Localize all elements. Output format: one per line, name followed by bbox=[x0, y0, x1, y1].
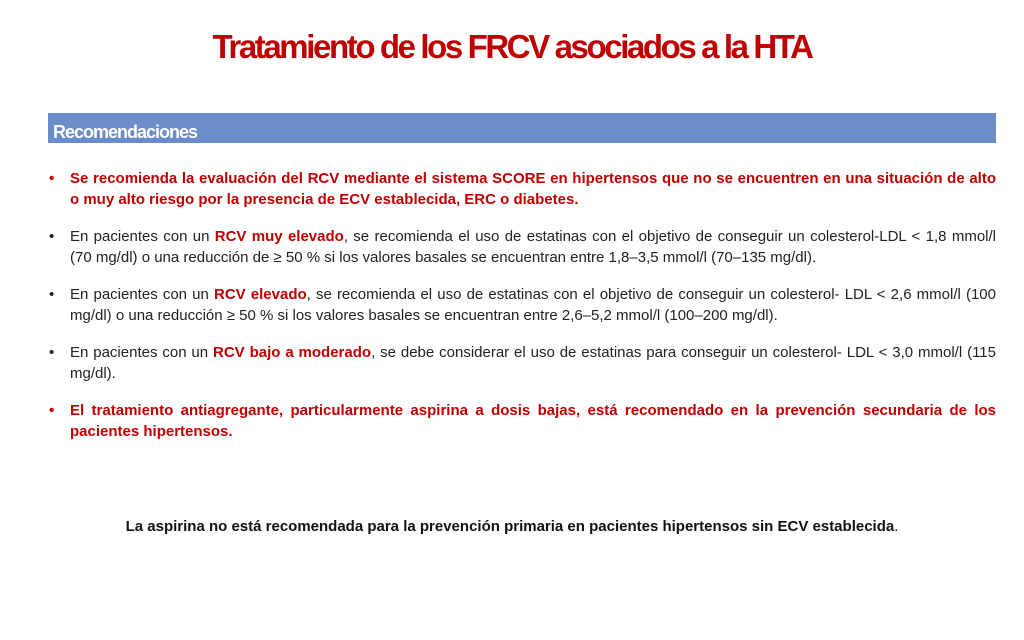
section-header-label: Recomendaciones bbox=[53, 122, 198, 142]
bullet-antiagregante bbox=[48, 401, 996, 442]
bullet-text-pre: En pacientes con un bbox=[70, 228, 215, 245]
bullet-highlight: RCV bajo a moderado bbox=[213, 344, 372, 361]
slide-title: Tratamiento de los FRCV asociados a la HTA bbox=[212, 28, 812, 65]
bullet-rcv-bajo-moderado bbox=[48, 343, 996, 384]
recommendations-list bbox=[48, 169, 996, 459]
aspirin-note-period: . bbox=[894, 518, 899, 535]
bullet-text-pre: En pacientes con un bbox=[70, 344, 214, 361]
bullet-rcv-elevado bbox=[48, 285, 996, 326]
bullet-text: El tratamiento antiagregante, particularmente aspirina a dosis bajas, está recomendado en la prevención secundaria de los pacientes hipertensos. bbox=[70, 402, 996, 440]
bullet-rcv-muy-elevado bbox=[48, 227, 996, 268]
aspirin-note-text: La aspirina no está recomendada para la prevención primaria en pacientes hipertensos sin ECV establecida bbox=[125, 518, 895, 535]
bullet-text-post: , se recomienda el uso de estatinas con el objetivo de conseguir un colesterol-LDL < 1,8 mmol/l (70 mg/dl) o una reducción de ≥ 50 % si los valores basales se encuentran entre 1,8–3,5 mmol/l (70–135 mg/dl). bbox=[70, 228, 996, 266]
bullet-text-post: , se debe considerar el uso de estatinas para conseguir un colesterol- LDL < 3,0 mmol/l (115 mg/dl). bbox=[70, 344, 996, 382]
bullet-score-evaluation bbox=[48, 169, 996, 210]
bullet-highlight: RCV muy elevado bbox=[214, 228, 344, 245]
aspirin-note bbox=[0, 518, 1024, 535]
bullet-text: Se recomienda la evaluación del RCV mediante el sistema SCORE en hipertensos que no se encuentren en una situación de alto o muy alto riesgo por la presencia de ECV establecida, ERC o diabetes. bbox=[70, 170, 996, 208]
bullet-text-post: , se recomienda el uso de estatinas con el objetivo de conseguir un colesterol- LDL < 2,6 mmol/l (100 mg/dl) o una reducción ≥ 50 % si los valores basales se encuentran entre 2,6–5,2 mmol/l (100–200 mg/dl). bbox=[70, 286, 996, 324]
section-header-bar bbox=[48, 113, 996, 143]
bullet-highlight: RCV elevado bbox=[213, 286, 307, 303]
bullet-text-pre: En pacientes con un bbox=[70, 286, 214, 303]
